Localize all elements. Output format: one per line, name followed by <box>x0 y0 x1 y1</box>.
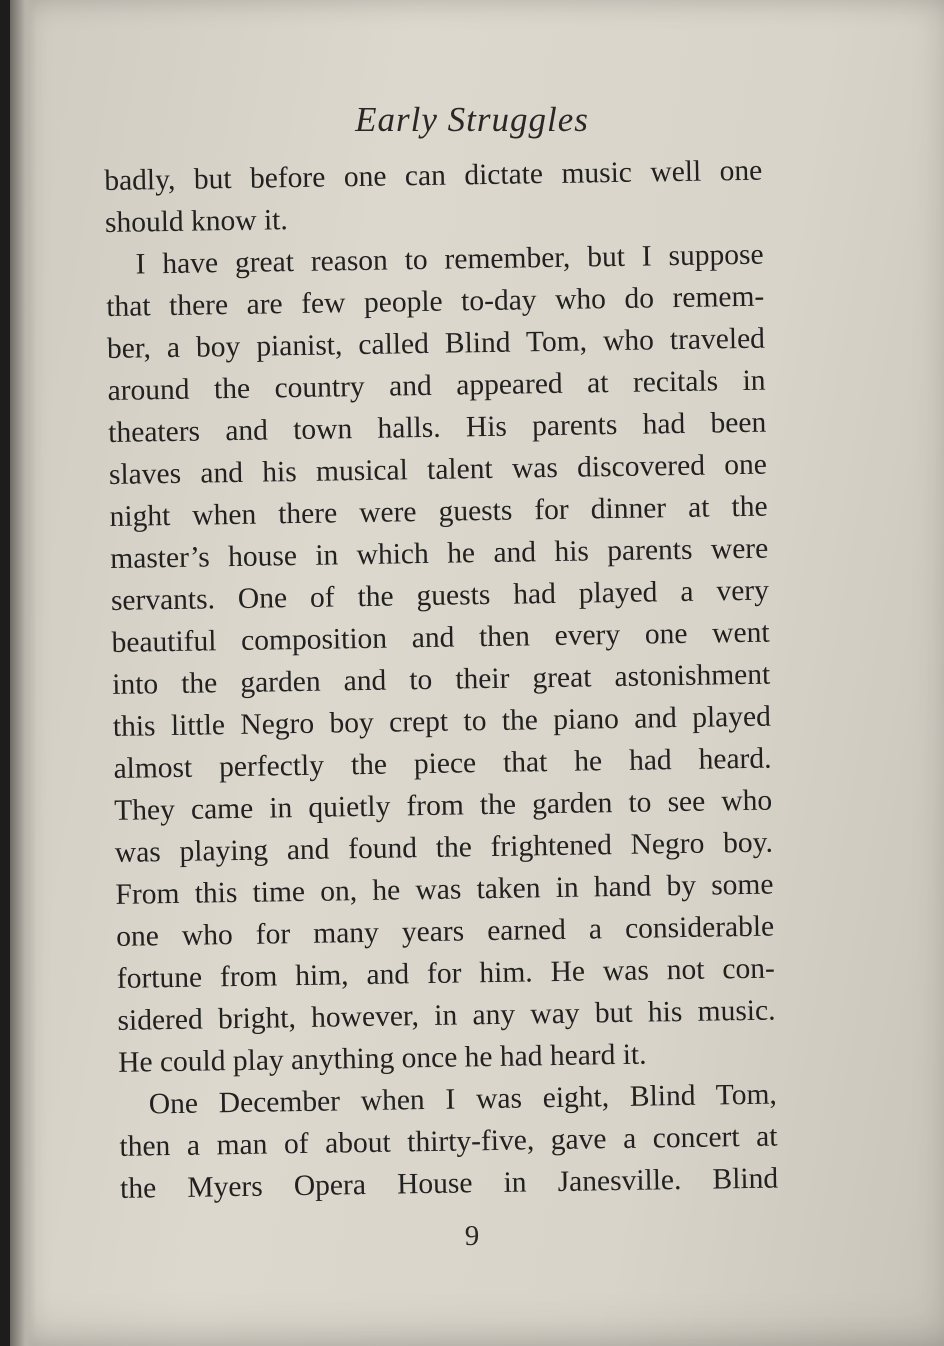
text-line: one who for many years earned a considerable <box>115 910 775 953</box>
text-line: From this time on, he was taken in hand by some <box>115 868 774 911</box>
text-line: sidered bright, however, in any way but his music. <box>117 994 776 1037</box>
text-line: servants. One of the guests had played a very <box>110 574 770 617</box>
text-line: night when there were guests for dinner at the <box>109 490 768 533</box>
text-line: master’s house in which he and his parents were <box>110 532 769 575</box>
text-line: slaves and his musical talent was discovered one <box>108 448 768 491</box>
text-line: fortune from him, and for him. He was not con- <box>116 952 776 995</box>
text-line: theaters and town halls. His parents had been <box>108 406 767 449</box>
spine-shadow <box>10 0 36 1346</box>
text-line: around the country and appeared at recitals in <box>107 364 766 407</box>
text-line: I have great reason to remember, but I suppose <box>135 238 764 281</box>
text-line: was playing and found the frightened Negro boy. <box>114 826 774 869</box>
text-line: They came in quietly from the garden to see who <box>113 784 773 827</box>
text-line: this little Negro boy crept to the piano and played <box>112 700 772 743</box>
text-line: the Myers Opera House in Janesville. Blind <box>119 1162 779 1205</box>
text-line: badly, but before one can dictate music well one <box>104 154 763 197</box>
text-line: He could play anything once he had heard it. <box>117 1038 647 1079</box>
text-line: beautiful composition and then every one went <box>111 616 770 659</box>
page-number: 9 <box>464 1220 480 1252</box>
text-line: into the garden and to their great astonishment <box>111 658 771 701</box>
text-line: then a man of about thirty-five, gave a concert at <box>119 1120 778 1163</box>
text-line: that there are few people to-day who do remem- <box>106 280 765 323</box>
body-text <box>104 150 778 1210</box>
text-line: ber, a boy pianist, called Blind Tom, who traveled <box>106 322 766 365</box>
text-line: should know it. <box>104 204 288 239</box>
text-line: almost perfectly the piece that he had heard. <box>113 742 772 785</box>
text-line: One December when I was eight, Blind Tom, <box>148 1078 778 1121</box>
running-head: Early Struggles <box>355 100 589 139</box>
